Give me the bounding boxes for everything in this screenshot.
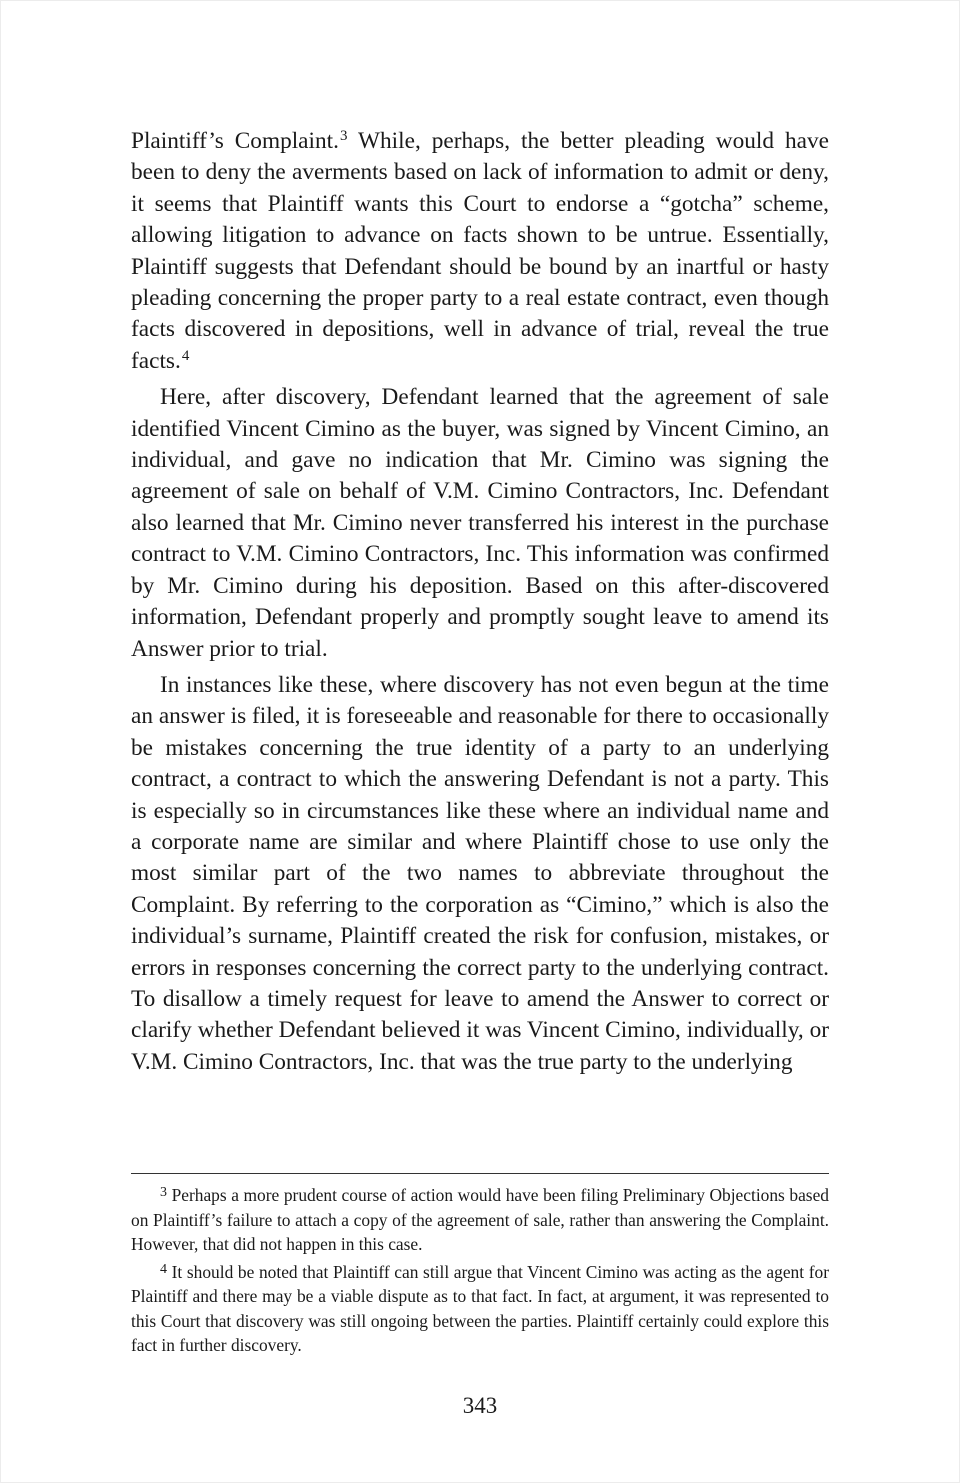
paragraph-2: Here, after discovery, Defendant learned that the agreement of sale identified Vincent Cimino as the buyer, was signed by Vincent Cimino, an individual, and gave no indication that Mr. Cimino was signing the agreement of sale on behalf of V.M. Cimino Contractors, Inc. Defendant also learned that Mr. Cimino never transferred his interest in the purchase contract to V.M. Cimino Contractors, Inc. This information was confirmed by Mr. Cimino during his deposition. Based on this after-discovered information, Defendant properly and promptly sought leave to amend its Answer prior to trial. bbox=[131, 384, 829, 662]
footnote-4-text: It should be noted that Plaintiff can still argue that Vincent Cimino was acting as the agent for Plaintiff and there may be a viable dispute as to that fact. In fact, at argument, it was represented to this Court that discovery was still ongoing between the parties. Plaintiff certainly could explore this fact in further discovery. bbox=[131, 1261, 829, 1355]
paragraph-1 bbox=[131, 126, 829, 377]
body-text bbox=[131, 126, 829, 1078]
footnote-3 bbox=[131, 1183, 829, 1257]
footnote-4 bbox=[131, 1260, 829, 1358]
footnote-divider bbox=[131, 1173, 829, 1174]
footnote-ref-3[interactable]: 3 bbox=[339, 127, 348, 144]
footnote-ref-4[interactable]: 4 bbox=[181, 347, 190, 364]
page-number: 343 bbox=[462, 1393, 498, 1418]
paragraph-3: In instances like these, where discovery has not even begun at the time an answer is filed, it is foreseeable and reasonable for there to occasionally be mistakes concerning the true identity of a party to an underlying contract, a contract to which the answering Defendant is not a party. This is especially so in circumstances like these where an individual name and a corporate name are similar and where Plaintiff chose to use only the most similar part of the two names to abbreviate throughout the Complaint. By referring to the corporation as “Cimino,” which is also the individual’s surname, Plaintiff created the risk for confusion, mistakes, or errors in responses concerning the correct party to the underlying contract. To disallow a timely request for leave to amend the Answer to correct or clarify whether Defendant believed it was Vincent Cimino, individually, or V.M. Cimino Contractors, Inc. that was the true party to the underlying bbox=[131, 671, 829, 1075]
footnote-3-text: Perhaps a more prudent course of action would have been filing Preliminary Objections based on Plaintiff’s failure to attach a copy of the agreement of sale, rather than answering the Complaint. However, that did not happen in this case. bbox=[131, 1185, 829, 1254]
footnote-4-number: 4 bbox=[160, 1261, 167, 1277]
footnote-3-number: 3 bbox=[160, 1185, 167, 1201]
footnotes-section bbox=[131, 1183, 829, 1358]
paragraph-1-text-start: Plaintiff’s Complaint. bbox=[131, 128, 339, 154]
paragraph-1-text-end: While, perhaps, the better pleading would have been to deny the averments based on lack of information to admit or deny, it seems that Plaintiff wants this Court to endorse a “gotcha” scheme, allowing litigation to advance on facts shown to be untrue. Essentially, Plaintiff suggests that Defendant should be bound by an inartful or hasty pleading concerning the proper party to a real estate contract, even though facts discovered in depositions, well in advance of trial, reveal the true facts. bbox=[131, 128, 829, 374]
